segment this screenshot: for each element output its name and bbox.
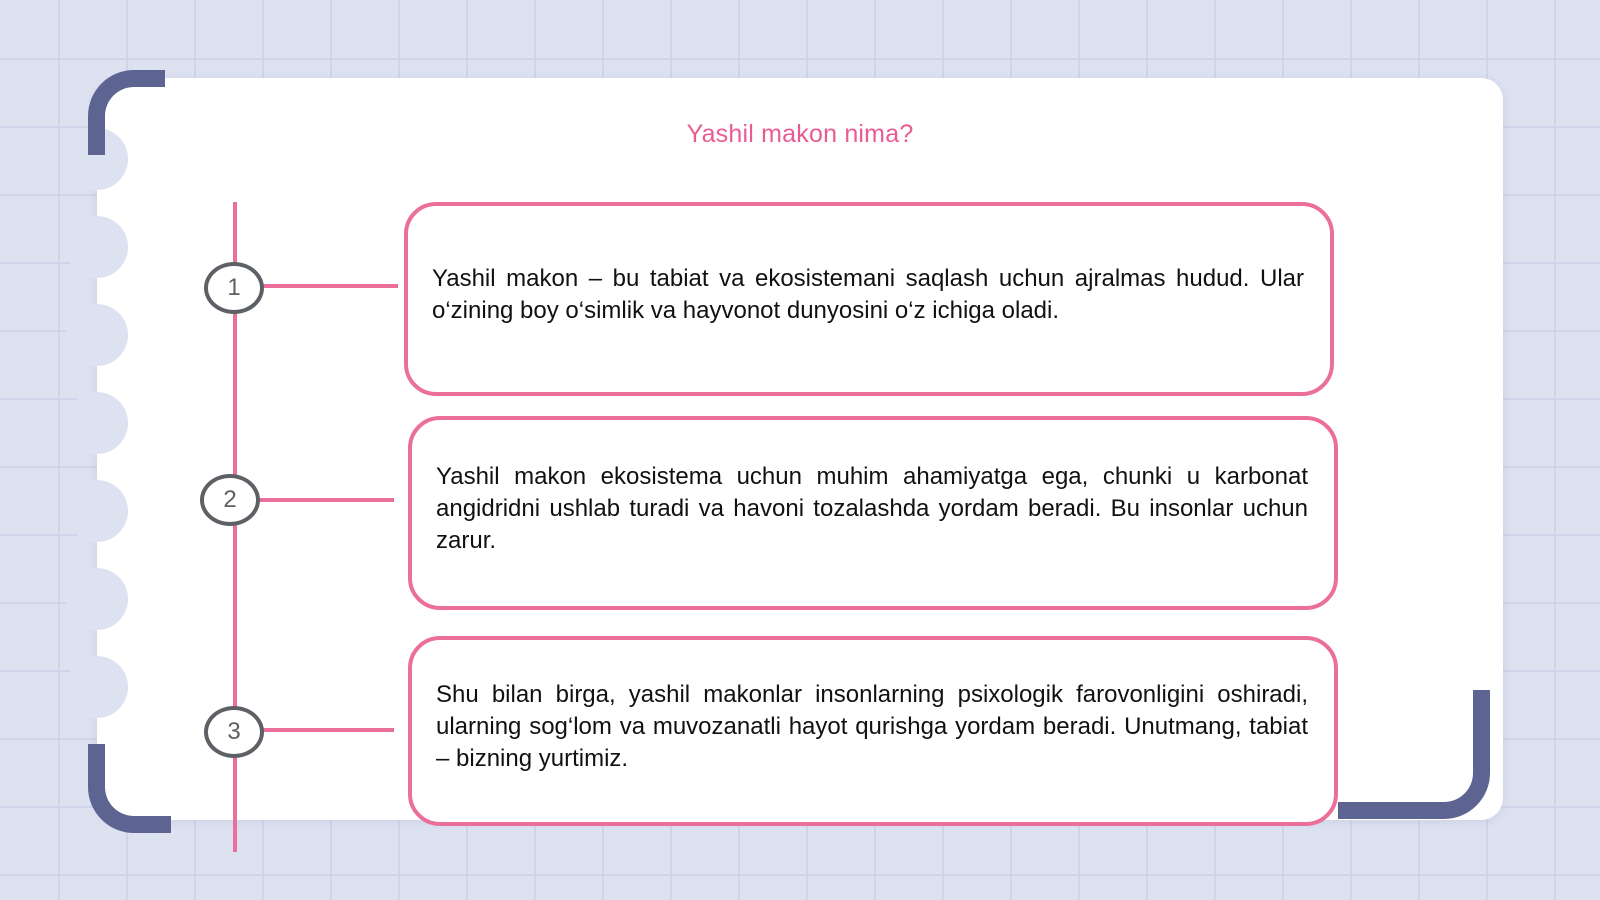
corner-bracket-bottom-right (1338, 690, 1490, 819)
step-number-circle: 3 (204, 706, 264, 758)
timeline-connector (262, 284, 398, 288)
binder-holes (66, 128, 128, 768)
info-card (408, 636, 1338, 826)
info-card-text: Yashil makon ekosistema uchun muhim ahamiyatga ega, chunki u karbonat angidridni ushlab turadi va havoni tozalashda yordam beradi. Bu insonlar uchun zarur. (436, 463, 1308, 554)
binder-hole (66, 392, 128, 454)
timeline-connector (260, 498, 394, 502)
info-card-text: Shu bilan birga, yashil makonlar insonlarning psixologik farovonligini oshiradi, ularning sog‘lom va muvozanatli hayot qurishga yordam beradi. Unutmang, tabiat – bizning yurtimiz. (436, 681, 1308, 772)
timeline-connector (262, 728, 394, 732)
binder-hole (66, 216, 128, 278)
info-card (408, 416, 1338, 610)
step-number-circle: 1 (204, 262, 264, 314)
info-card-text: Yashil makon – bu tabiat va ekosistemani saqlash uchun ajralmas hudud. Ular o‘zining boy o‘simlik va hayvonot dunyosini o‘z ichiga oladi. (432, 265, 1304, 324)
info-card (404, 202, 1334, 396)
binder-hole (66, 656, 128, 718)
corner-bracket-top-left (88, 70, 165, 155)
corner-bracket-bottom-left (88, 744, 171, 833)
binder-hole (66, 304, 128, 366)
binder-hole (66, 568, 128, 630)
step-number-circle: 2 (200, 474, 260, 526)
binder-hole (66, 480, 128, 542)
slide-title: Yashil makon nima? (686, 120, 914, 148)
